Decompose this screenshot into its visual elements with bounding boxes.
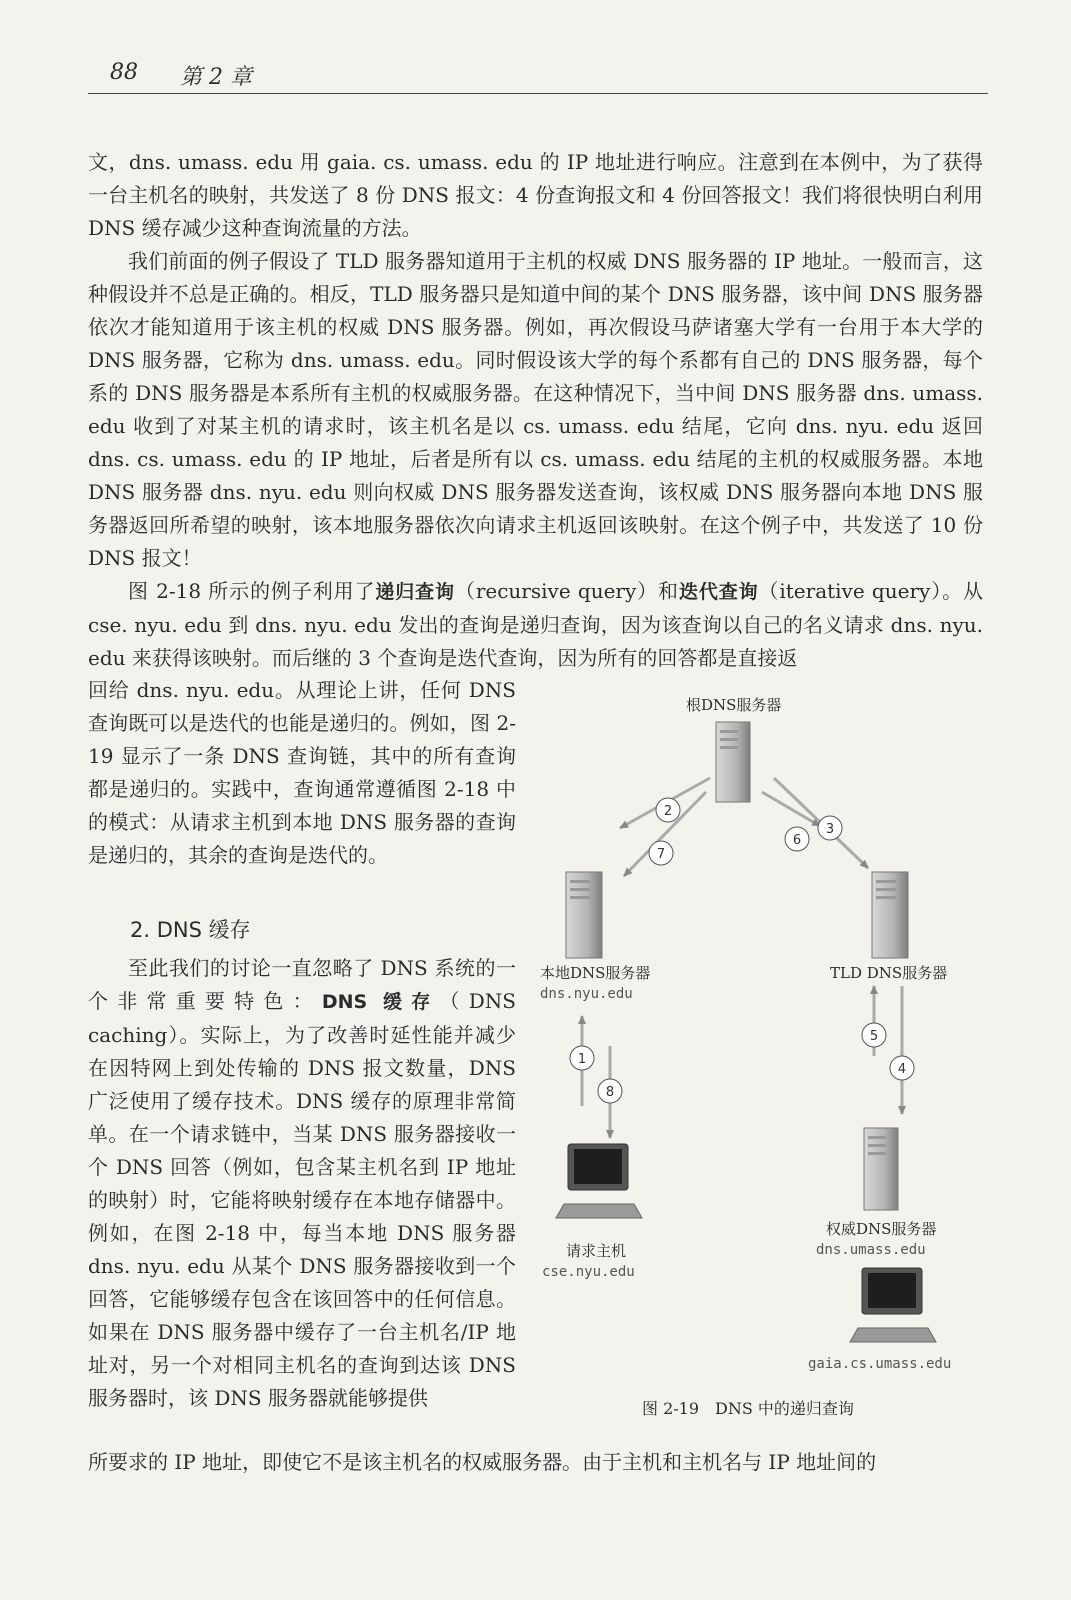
- requesting-hostname: cse.nyu.edu: [542, 1264, 635, 1280]
- figure-diagram: [530, 686, 1000, 1386]
- root-dns-server-label: 根DNS服务器: [686, 696, 782, 714]
- svg-text:6: 6: [792, 833, 802, 848]
- authoritative-dns-server-icon: [864, 1128, 898, 1210]
- local-dns-server-icon: [566, 872, 602, 958]
- authoritative-dns-hostname: dns.umass.edu: [816, 1242, 926, 1258]
- arrow-6: [762, 792, 820, 826]
- svg-text:3: 3: [825, 822, 835, 837]
- step-1-badge: [570, 1046, 594, 1070]
- paragraph-3-cont: 回给 dns. nyu. edu。从理论上讲，任何 DNS 查询既可以是迭代的也能是递归的。例如，图 2-19 显示了一条 DNS 查询链，其中的所有查询都是递归的。实践中，查询通常遵循图 2-18 中的模式：从请求主机到本地 DNS 服务器的查询是递归的，其余的查询是迭代的。: [88, 678, 516, 867]
- requesting-host-computer-icon: [556, 1144, 642, 1218]
- page-header: [88, 60, 988, 92]
- step-4-badge: [890, 1056, 914, 1080]
- svg-text:4: 4: [897, 1062, 907, 1077]
- step-3-badge: [818, 816, 842, 840]
- target-hostname: gaia.cs.umass.edu: [808, 1356, 952, 1372]
- step-8-badge: [598, 1079, 622, 1103]
- step-5-badge: [862, 1023, 886, 1047]
- section-heading-dns-cache: 2. DNS 缓存: [130, 918, 251, 942]
- figure-2-19: [530, 686, 1000, 1426]
- tld-dns-server-label: TLD DNS服务器: [830, 964, 948, 982]
- page-number: 88: [110, 60, 138, 85]
- root-dns-server-icon: [716, 722, 750, 802]
- svg-text:2: 2: [663, 804, 673, 819]
- header-rule: [88, 93, 988, 94]
- step-6-badge: [785, 827, 809, 851]
- authoritative-dns-server-label: 权威DNS服务器: [826, 1220, 937, 1238]
- svg-text:7: 7: [656, 847, 666, 862]
- local-dns-hostname: dns.nyu.edu: [540, 986, 633, 1002]
- tld-dns-server-icon: [872, 872, 908, 958]
- target-host-computer-icon: [850, 1268, 936, 1342]
- local-dns-server-label: 本地DNS服务器: [540, 964, 651, 982]
- term-iterative-query: 迭代查询: [678, 581, 759, 603]
- paragraph-5: 所要求的 IP 地址，即使它不是该主机名的权威服务器。由于主机和主机名与 IP 地址间的: [88, 1450, 877, 1474]
- term-recursive-query: 递归查询: [375, 581, 455, 603]
- paragraph-3: 图 2-18 所示的例子利用了递归查询（recursive query）和迭代查询（iterative query）。从 cse. nyu. edu 到 dns. nyu. edu 发出的查询是递归查询，因为该查询以自己的名义请求 dns. nyu. edu 来获得该映射。而后继的 3 个查询是迭代查询，因为所有的回答都是直接返: [88, 579, 983, 670]
- chapter-title: 第 2 章: [180, 65, 252, 90]
- step-7-badge: [649, 841, 673, 865]
- svg-text:8: 8: [605, 1085, 615, 1100]
- svg-text:5: 5: [869, 1029, 879, 1044]
- step-2-badge: [656, 798, 680, 822]
- requesting-host-label: 请求主机: [566, 1242, 627, 1260]
- figure-caption: 图 2-19 DNS 中的递归查询: [642, 1399, 854, 1418]
- paragraph-4: 至此我们的讨论一直忽略了 DNS 系统的一个非常重要特色：DNS 缓存（DNS caching）。实际上，为了改善时延性能并减少在因特网上到处传输的 DNS 报文数量，DNS 广泛使用了缓存技术。DNS 缓存的原理非常简单。在一个请求链中，当某 DNS 服务器接收一个 DNS 回答（例如，包含某主机名到 IP 地址的映射）时，它能将映射缓存在本地存储器中。例如，在图 2-18 中，每当本地 DNS 服务器 dns. nyu. edu 从某个 DNS 服务器接收到一个回答，它能够缓存包含在该回答中的任何信息。如果在 DNS 服务器中缓存了一台主机名/IP 地址对，另一个对相同主机名的查询到达该 DNS 服务器时，该 DNS 服务器就能够提供: [88, 956, 516, 1410]
- paragraph-1: 文，dns. umass. edu 用 gaia. cs. umass. edu 的 IP 地址进行响应。注意到在本例中，为了获得一台主机名的映射，共发送了 8 份 DNS 报文：4 份查询报文和 4 份回答报文！我们将很快明白利用 DNS 缓存减少这种查询流量的方法。: [88, 150, 983, 240]
- term-dns-cache: DNS 缓存: [321, 991, 440, 1013]
- paragraph-2: 我们前面的例子假设了 TLD 服务器知道用于主机的权威 DNS 服务器的 IP 地址。一般而言，这种假设并不总是正确的。相反，TLD 服务器只是知道中间的某个 DNS 服务器，该中间 DNS 服务器依次才能知道用于该主机的权威 DNS 服务器。例如，再次假设马萨诸塞大学有一台用于本大学的 DNS 服务器，它称为 dns. umass. edu。同时假设该大学的每个系都有自己的 DNS 服务器，每个系的 DNS 服务器是本系所有主机的权威服务器。在这种情况下，当中间 DNS 服务器 dns. umass. edu 收到了对某主机的请求时，该主机名是以 cs. umass. edu 结尾，它向 dns. nyu. edu 返回 dns. cs. umass. edu 的 IP 地址，后者是所有以 cs. umass. edu 结尾的主机的权威服务器。本地 DNS 服务器 dns. nyu. edu 则向权威 DNS 服务器发送查询，该权威 DNS 服务器向本地 DNS 服务器返回所希望的映射，该本地服务器依次向请求主机返回该映射。在这个例子中，共发送了 10 份 DNS 报文！: [88, 249, 983, 570]
- svg-text:1: 1: [577, 1052, 587, 1067]
